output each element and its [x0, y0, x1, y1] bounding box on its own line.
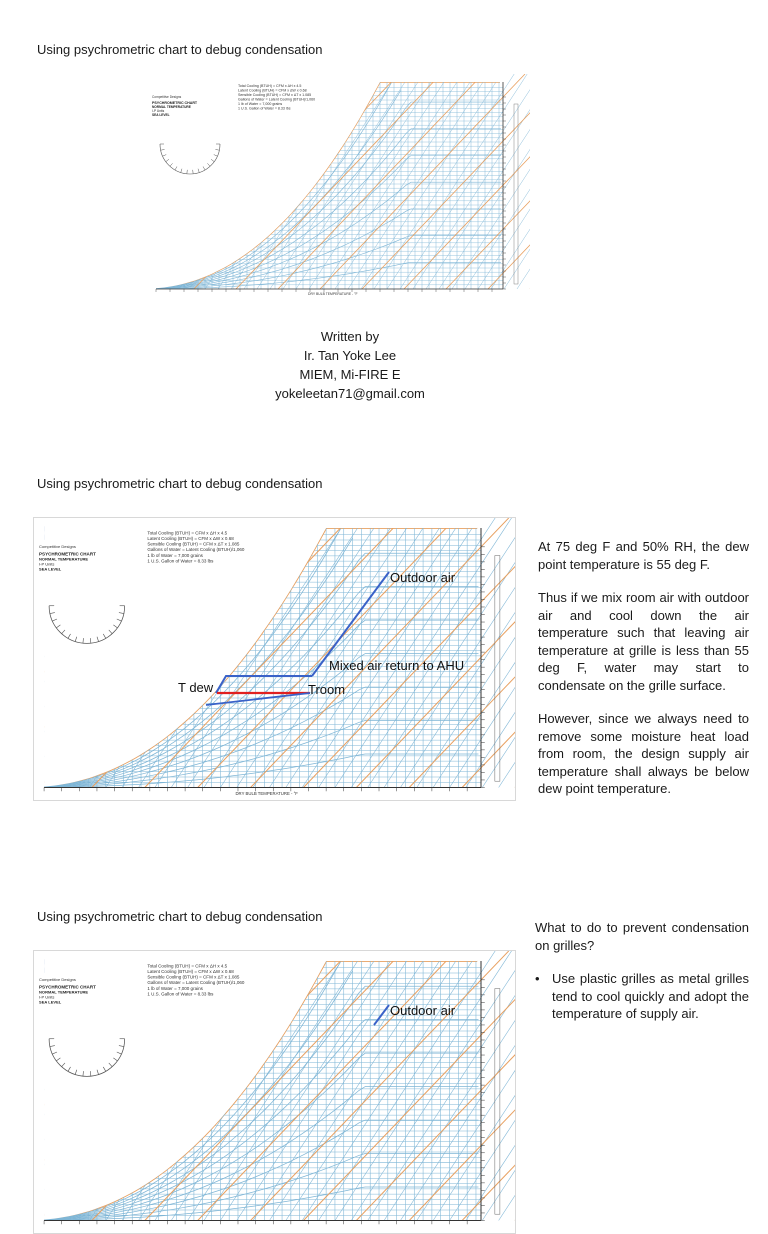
chart-1-formula-1: Total Cooling (BTUH) = CFM x ΔH x 4.5: [238, 84, 301, 88]
chart-2-formula-2: Latent Cooling (BTUH) = CFM x ΔW x 0.68: [147, 536, 234, 541]
chart-mask: [156, 74, 503, 288]
chart-1-formula-4: Gallons of Water = Latent Cooling (BTUH)/1,060: [238, 98, 315, 102]
slide-2-title: Using psychrometric chart to debug condensation: [37, 476, 322, 491]
chart-1-level: SEA LEVEL: [152, 113, 170, 117]
slide-2-body: [538, 538, 749, 814]
author-email: yokeleetan71@gmail.com: [250, 384, 450, 403]
chart-3-formula-1: Total Cooling (BTUH) = CFM x ΔH x 4.5: [147, 963, 227, 968]
chart-3-name: PSYCHROMETRIC CHART: [39, 985, 96, 990]
prevention-question: What to do to prevent condensation on grilles?: [535, 919, 749, 954]
chart-1-name: PSYCHROMETRIC CHART: [152, 101, 198, 105]
paragraph-mixing: Thus if we mix room air with outdoor air and cool down the air temperature such that leaving air temperature at grille is less than 55 deg F, water may start to condensate on the grille surface.: [538, 589, 749, 694]
bullet-item: [535, 970, 749, 1023]
psychrometric-chart-2: [33, 517, 516, 801]
chart-1-units: I-P Units: [152, 109, 165, 113]
bullet-icon: •: [535, 970, 552, 1023]
chart-1-brand: Competitive Designs: [152, 95, 182, 99]
slide-3-body: [535, 919, 749, 1023]
chart-2-formula-5: 1 lb of Water = 7,000 grains: [147, 553, 203, 558]
chart-2-units: I-P Units: [39, 562, 54, 567]
slide-3-title: Using psychrometric chart to debug condensation: [37, 909, 322, 924]
paragraph-design: However, since we always need to remove some moisture heat load from room, the design supply air temperature shall always be below dew point temperature.: [538, 710, 749, 798]
wet-bulb-line: [374, 74, 524, 289]
chart-2-formula-4: Gallons of Water = Latent Cooling (BTUH)/1,060: [147, 547, 245, 552]
bullet-plastic-grilles: Use plastic grilles as metal grilles tend to cool quickly and adopt the temperature of supply air.: [552, 970, 749, 1023]
author-label: Written by: [250, 327, 450, 346]
chart-3-outdoor-line: [374, 1005, 389, 1025]
chart-3-overlay: [34, 951, 515, 1233]
author-block: [250, 327, 450, 403]
chart-1-formula-3: Sensible Cooling (BTUH) = CFM x ΔT x 1.085: [238, 93, 311, 97]
mixed-to-dew-line: [216, 676, 312, 693]
chart-3-units: I-P Units: [39, 995, 54, 1000]
wet-bulb-line: [491, 74, 530, 289]
chart-2-overlay: [34, 518, 515, 800]
wet-bulb-line: [387, 74, 530, 289]
chart-1-subname: NORMAL TEMPERATURE: [152, 105, 191, 109]
author-name: Ir. Tan Yoke Lee: [250, 346, 450, 365]
author-credentials: MIEM, Mi-FIRE E: [250, 365, 450, 384]
outdoor-air-label: Outdoor air: [390, 570, 456, 585]
slide-1-title: Using psychrometric chart to debug condensation: [37, 42, 322, 57]
chart-3-subname: NORMAL TEMPERATURE: [39, 990, 88, 995]
wet-bulb-line: [413, 74, 530, 289]
psychrometric-chart-1: [148, 74, 530, 299]
chart-1-formula-2: Latent Cooling (BTUH) = CFM x ΔW x 0.68: [238, 89, 307, 93]
chart-2-formula-6: 1 U.S. Gallon of Water = 8.33 lbs: [147, 559, 214, 564]
chart-1-formula-5: 1 lb of Water = 7,000 grains: [238, 102, 282, 106]
chart-3-formula-2: Latent Cooling (BTUH) = CFM x ΔW x 0.68: [147, 969, 234, 974]
chart-artwork: [148, 74, 530, 299]
chart-3-formula-4: Gallons of Water = Latent Cooling (BTUH)/1,060: [147, 980, 245, 985]
chart-3-brand: Competitive Designs: [39, 977, 76, 982]
chart-3-outdoor-air-label: Outdoor air: [390, 1003, 456, 1018]
chart-3-level: SEA LEVEL: [39, 1000, 62, 1005]
enthalpy-line: [446, 74, 530, 289]
psychrometric-chart-1-svg: [148, 74, 530, 299]
chart-3-formula-3: Sensible Cooling (BTUH) = CFM x ΔT x 1.085: [147, 975, 240, 980]
chart-2-formula-3: Sensible Cooling (BTUH) = CFM x ΔT x 1.085: [147, 542, 240, 547]
chart-3-formula-6: 1 U.S. Gallon of Water = 8.33 lbs: [147, 992, 214, 997]
mixed-air-label: Mixed air return to AHU: [329, 658, 464, 673]
chart-2-dry-bulb-label: DRY BULB TEMPERATURE - °F: [235, 791, 298, 796]
paragraph-dew-point: At 75 deg F and 50% RH, the dew point temperature is 55 deg F.: [538, 538, 749, 573]
chart-2-level: SEA LEVEL: [39, 567, 62, 572]
chart-2-formula-1: Total Cooling (BTUH) = CFM x ΔH x 4.5: [147, 530, 227, 535]
t-room-label: Troom: [308, 682, 345, 697]
wet-bulb-line: [504, 74, 530, 289]
chart-1-formula-6: 1 U.S. Gallon of Water = 8.33 lbs: [238, 107, 291, 111]
chart-2-brand: Competitive Designs: [39, 544, 76, 549]
chart-1-dry-bulb-label: DRY BULB TEMPERATURE - °F: [308, 292, 358, 296]
chart-2-name: PSYCHROMETRIC CHART: [39, 552, 96, 557]
t-dew-label: T dew: [178, 680, 214, 695]
chart-2-subname: NORMAL TEMPERATURE: [39, 557, 88, 562]
chart-3-formula-5: 1 lb of Water = 7,000 grains: [147, 986, 203, 991]
supply-line: [206, 693, 310, 705]
psychrometric-chart-3: [33, 950, 516, 1234]
wet-bulb-line: [465, 74, 530, 289]
